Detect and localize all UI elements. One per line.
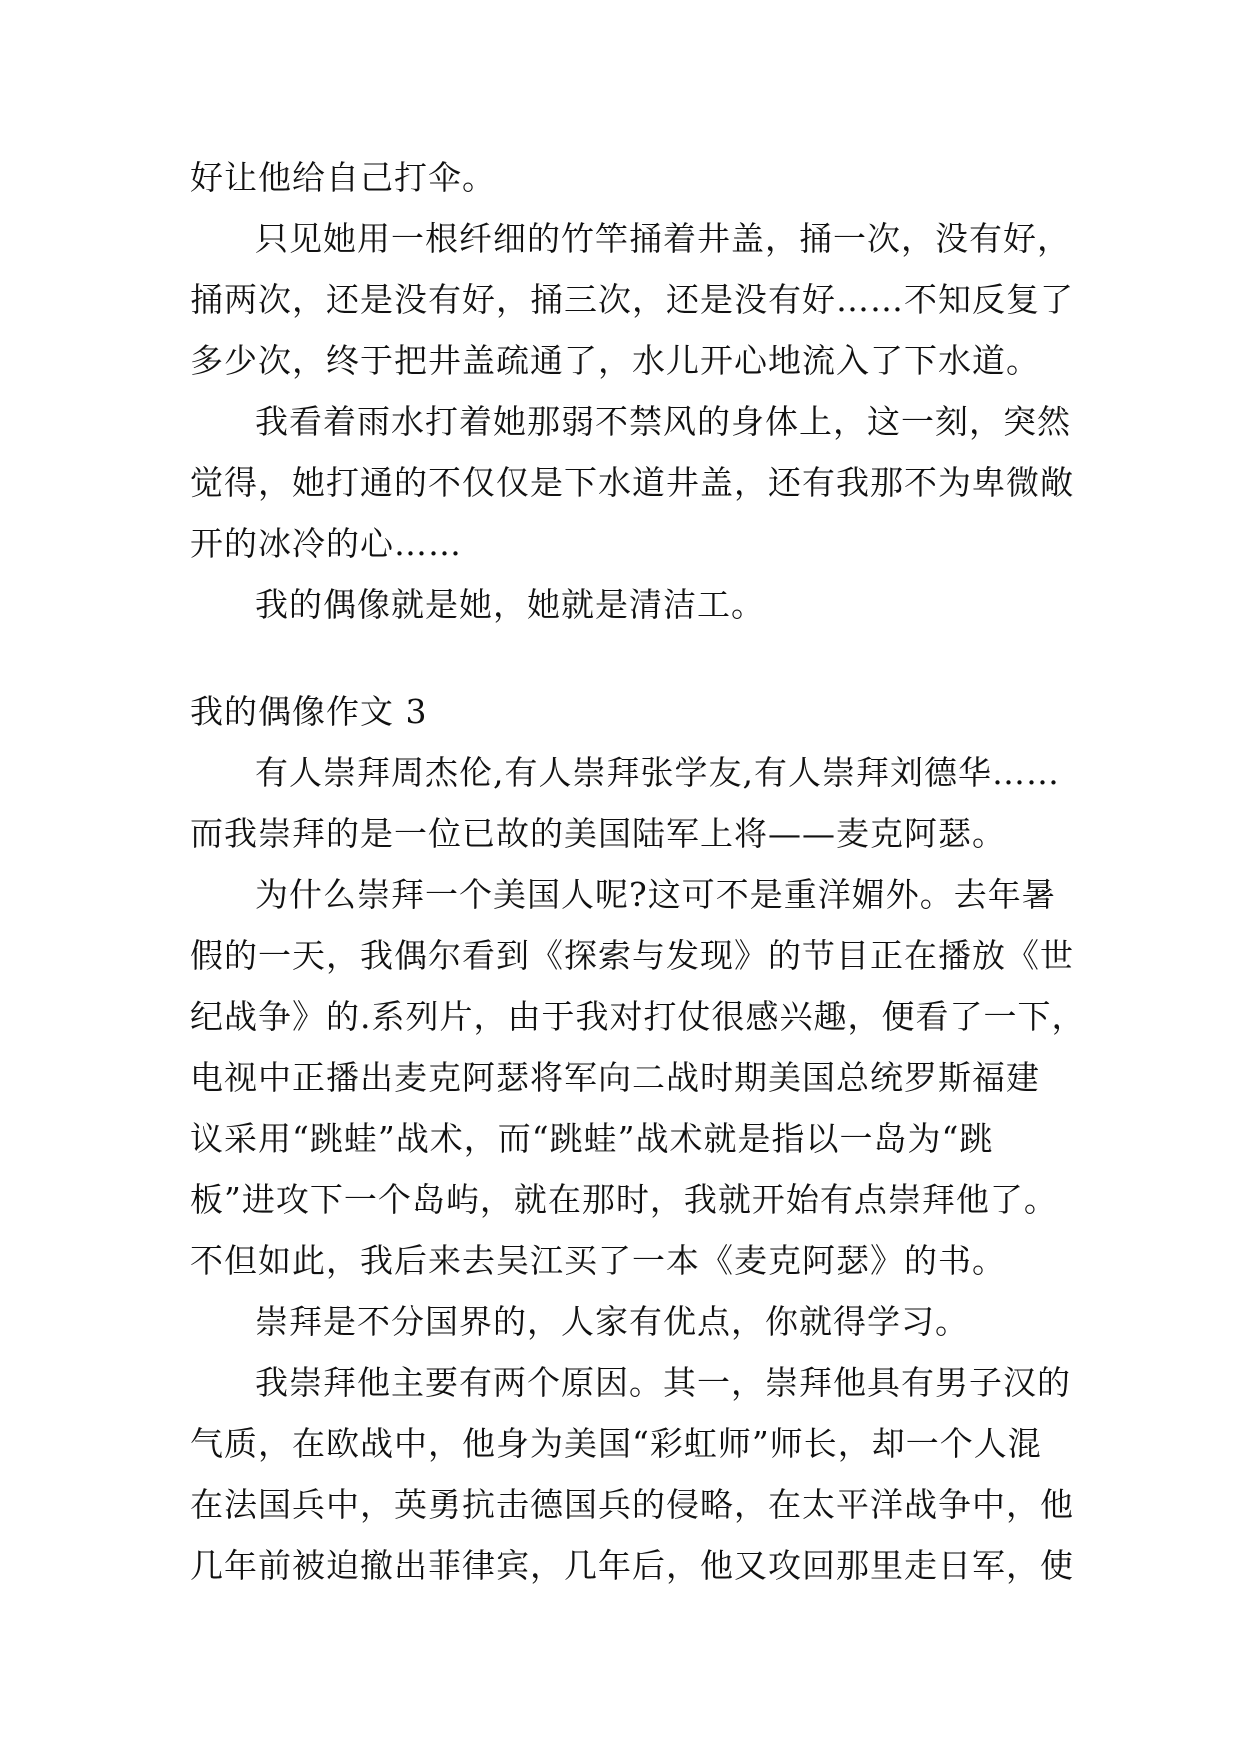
text-line: 假的一天，我偶尔看到《探索与发现》的节目正在播放《世	[190, 936, 1074, 975]
text-line: 多少次，终于把井盖疏通了，水儿开心地流入了下水道。	[190, 341, 1040, 380]
text-line: 电视中正播出麦克阿瑟将军向二战时期美国总统罗斯福建	[190, 1058, 1040, 1097]
text-line: 纪战争》的.系列片，由于我对打仗很感兴趣，便看了一下，	[190, 997, 1086, 1036]
text-line: 我的偶像就是她，她就是清洁工。	[255, 585, 765, 624]
text-line: 在法国兵中，英勇抗击德国兵的侵略，在太平洋战争中，他	[190, 1485, 1074, 1524]
text-line: 捅两次，还是没有好，捅三次，还是没有好……不知反复了	[190, 280, 1074, 319]
text-line: 气质，在欧战中，他身为美国“彩虹师”师长，却一个人混	[190, 1424, 1042, 1463]
text-line: 好让他给自己打伞。	[190, 158, 496, 197]
text-line: 议采用“跳蛙”战术，而“跳蛙”战术就是指以一岛为“跳	[190, 1119, 994, 1158]
text-line: 我崇拜他主要有两个原因。其一，崇拜他具有男子汉的	[255, 1363, 1071, 1402]
text-line: 不但如此，我后来去吴江买了一本《麦克阿瑟》的书。	[190, 1241, 1006, 1280]
text-line: 有人崇拜周杰伦,有人崇拜张学友,有人崇拜刘德华……	[255, 753, 1060, 792]
text-line: 崇拜是不分国界的，人家有优点，你就得学习。	[255, 1302, 969, 1341]
section-heading: 我的偶像作文 3	[190, 692, 428, 731]
text-line: 为什么崇拜一个美国人呢?这可不是重洋媚外。去年暑	[255, 875, 1056, 914]
text-line: 板”进攻下一个岛屿，就在那时，我就开始有点崇拜他了。	[190, 1180, 1058, 1219]
text-line: 只见她用一根纤细的竹竿捅着井盖，捅一次，没有好，	[255, 219, 1071, 258]
text-line: 而我崇拜的是一位已故的美国陆军上将——麦克阿瑟。	[190, 814, 1006, 853]
text-line: 开的冰冷的心……	[190, 524, 462, 563]
text-line: 几年前被迫撤出菲律宾，几年后，他又攻回那里走日军，使	[190, 1546, 1074, 1585]
text-line: 我看着雨水打着她那弱不禁风的身体上，这一刻，突然	[255, 402, 1071, 441]
text-line: 觉得，她打通的不仅仅是下水道井盖，还有我那不为卑微敞	[190, 463, 1074, 502]
